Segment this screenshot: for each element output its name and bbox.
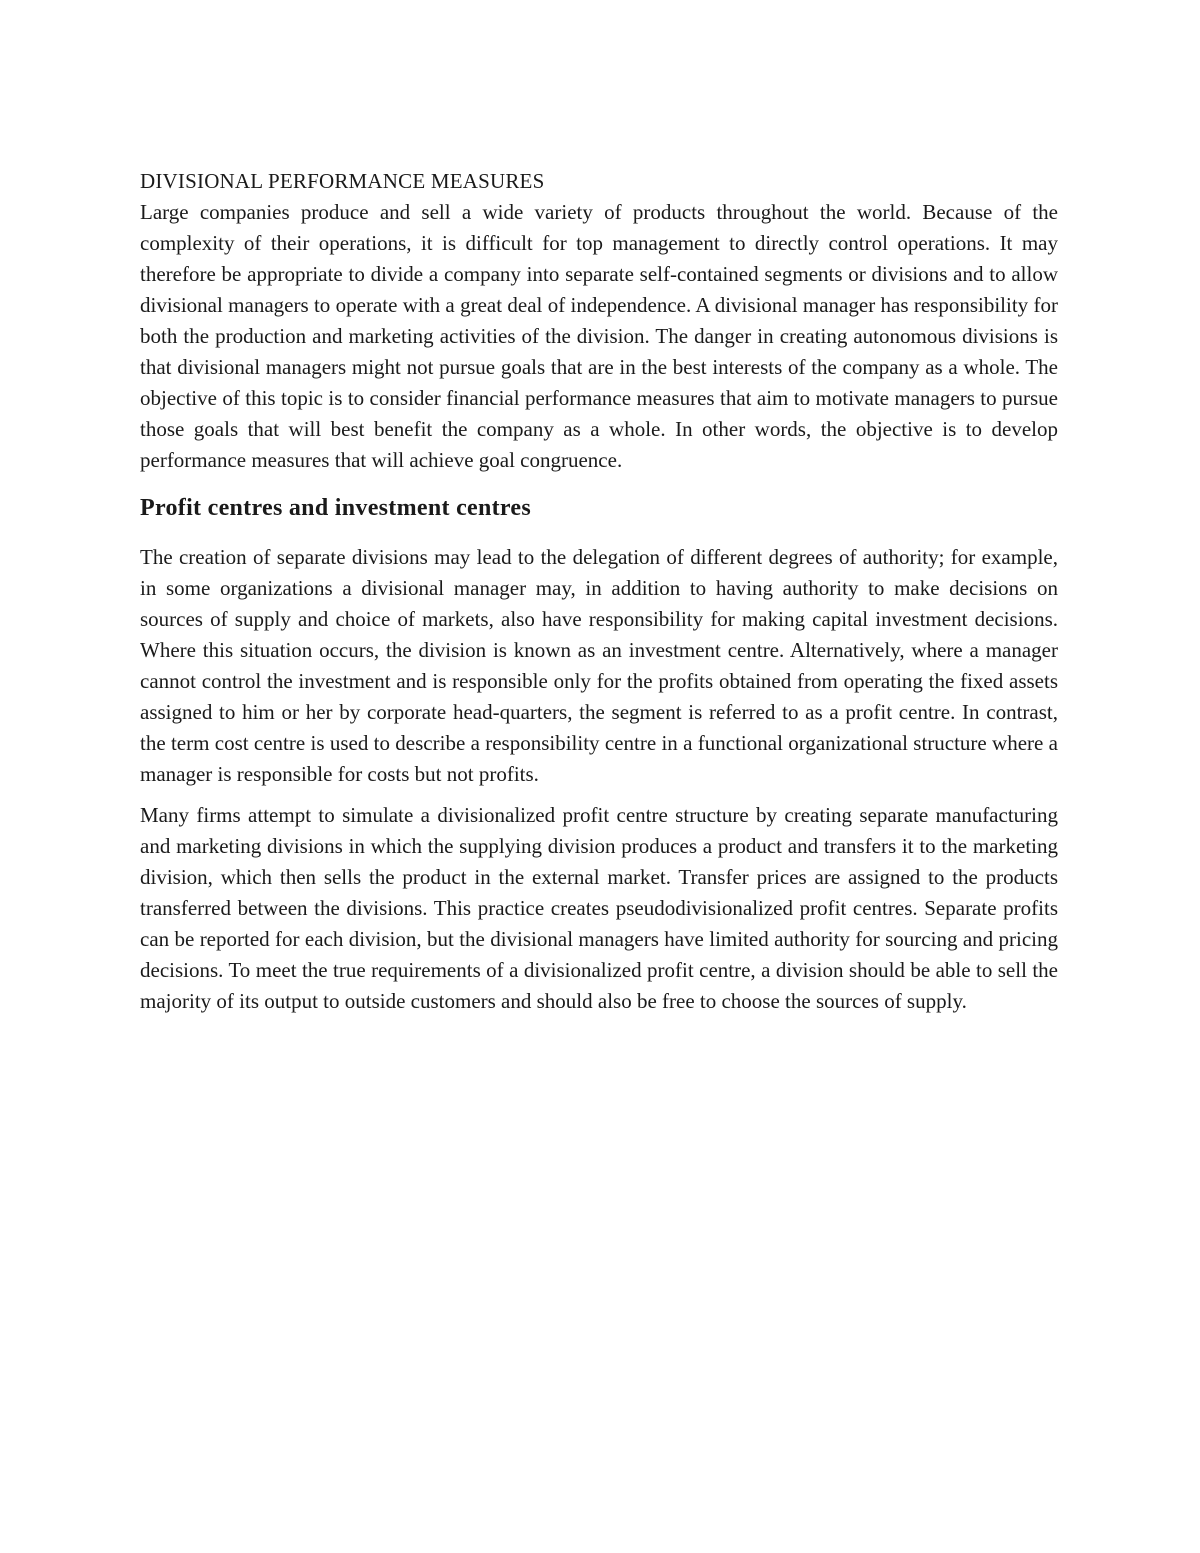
- section-paragraph-1: The creation of separate divisions may lead to the delegation of different degrees of authority; for example, in some organizations a divisional manager may, in addition to having authority to make decisions on sources of supply and choice of markets, also have responsibility for making capital investment decisions. Where this situation occurs, the division is known as an investment centre. Alternatively, where a manager cannot control the investment and is responsible only for the profits obtained from operating the fixed assets assigned to him or her by corporate head-quarters, the segment is referred to as a profit centre. In contrast, the term cost centre is used to describe a responsibility centre in a functional organizational structure where a manager is responsible for costs but not profits.: [140, 545, 1058, 786]
- section-paragraph-2: Many firms attempt to simulate a divisionalized profit centre structure by creating separate manufacturing and marketing divisions in which the supplying division produces a product and transfers it to the marketing division, which then sells the product in the external market. Transfer prices are assigned to the products transferred between the divisions. This practice creates pseudodivisionalized profit centres. Separate profits can be reported for each division, but the divisional managers have limited authority for sourcing and pricing decisions. To meet the true requirements of a divisionalized profit centre, a division should be able to sell the majority of its output to outside customers and should also be free to choose the sources of supply.: [140, 803, 1058, 1013]
- document-page: [140, 166, 1058, 1017]
- document-title: DIVISIONAL PERFORMANCE MEASURES: [140, 169, 545, 193]
- intro-paragraph: Large companies produce and sell a wide variety of products throughout the world. Because of the complexity of their operations, it is difficult for top management to directly control operations. It may therefore be appropriate to divide a company into separate self-contained segments or divisions and to allow divisional managers to operate with a great deal of independence. A divisional manager has responsibility for both the production and marketing activities of the division. The danger in creating autonomous divisions is that divisional managers might not pursue goals that are in the best interests of the company as a whole. The objective of this topic is to consider financial performance measures that aim to motivate managers to pursue those goals that will best benefit the company as a whole. In other words, the objective is to develop performance measures that will achieve goal congruence.: [140, 200, 1058, 472]
- section-heading: Profit centres and investment centres: [140, 495, 532, 521]
